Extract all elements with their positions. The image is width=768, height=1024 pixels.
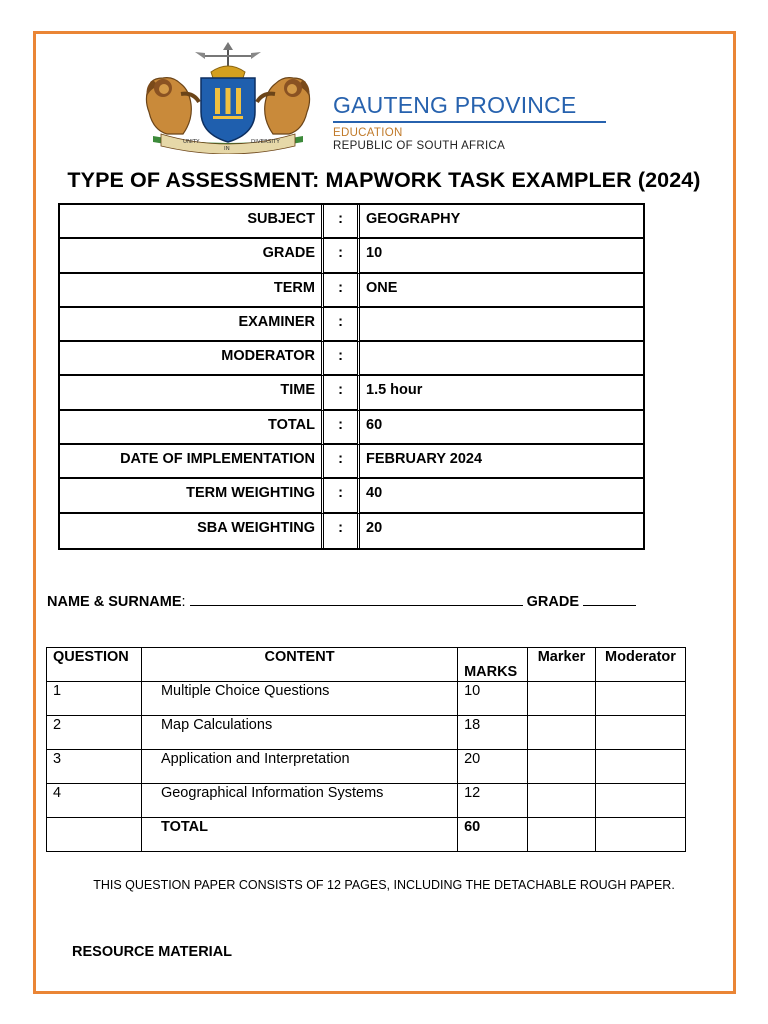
header-content: CONTENT (141, 648, 457, 682)
brand-country: REPUBLIC OF SOUTH AFRICA (333, 140, 506, 152)
question-content: Geographical Information Systems (141, 784, 457, 818)
info-value: FEBRUARY 2024 (360, 445, 643, 479)
info-value: 1.5 hour (360, 376, 643, 410)
info-row-subject (60, 205, 643, 239)
question-number: 2 (47, 716, 142, 750)
total-row (47, 818, 686, 852)
moderator-cell[interactable] (595, 784, 685, 818)
grade-blank[interactable] (583, 594, 636, 606)
table-row (47, 784, 686, 818)
info-row-date (60, 445, 643, 479)
question-content: Application and Interpretation (141, 750, 457, 784)
info-row-moderator (60, 342, 643, 376)
info-colon: : (324, 445, 360, 479)
info-value: 60 (360, 411, 643, 445)
info-label: TOTAL (60, 411, 324, 445)
assessment-info-table (58, 203, 645, 550)
info-value (360, 342, 643, 376)
info-colon: : (324, 274, 360, 308)
moderator-cell[interactable] (595, 682, 685, 716)
marker-cell[interactable] (528, 750, 596, 784)
table-row (47, 750, 686, 784)
info-row-total (60, 411, 643, 445)
moderator-cell[interactable] (595, 716, 685, 750)
assessment-title: TYPE OF ASSESSMENT: MAPWORK TASK EXAMPLER (2024) (67, 168, 701, 192)
header-question: QUESTION (47, 648, 142, 682)
question-number: 1 (47, 682, 142, 716)
info-row-term-weighting (60, 479, 643, 513)
motto-word-in: IN (224, 146, 230, 152)
grade-label: GRADE (526, 594, 579, 610)
motto-word-diversity: DIVERSITY (251, 139, 280, 145)
info-label: MODERATOR (60, 342, 324, 376)
table-row (47, 682, 686, 716)
table-row (47, 716, 686, 750)
info-value (360, 308, 643, 342)
info-colon: : (324, 376, 360, 410)
question-marks: 10 (458, 682, 528, 716)
info-value: GEOGRAPHY (360, 205, 643, 239)
info-colon: : (324, 308, 360, 342)
info-label: TIME (60, 376, 324, 410)
pages-note-text: THIS QUESTION PAPER CONSISTS OF 12 PAGES, INCLUDING THE DETACHABLE ROUGH PAPER. (93, 878, 675, 892)
info-colon: : (324, 411, 360, 445)
brand-name: GAUTENG PROVINCE (333, 92, 577, 118)
question-content: Map Calculations (141, 716, 457, 750)
marks-table (46, 647, 686, 852)
header-marks: MARKS (458, 648, 528, 682)
total-marks: 60 (458, 818, 528, 852)
resource-heading: RESOURCE MATERIAL (72, 944, 233, 960)
name-label: NAME & SURNAME (47, 594, 182, 610)
header-moderator: Moderator (595, 648, 685, 682)
brand-department: EDUCATION (333, 127, 403, 139)
info-row-term (60, 274, 643, 308)
info-value: 10 (360, 239, 643, 273)
name-colon: : (181, 594, 186, 610)
marker-cell[interactable] (528, 682, 596, 716)
brand-rule (333, 121, 606, 123)
info-row-sba-weighting (60, 514, 643, 548)
info-colon: : (324, 239, 360, 273)
info-label: TERM WEIGHTING (60, 479, 324, 513)
name-grade-line (47, 594, 636, 610)
moderator-cell[interactable] (595, 750, 685, 784)
marks-header-row (47, 648, 686, 682)
info-label: DATE OF IMPLEMENTATION (60, 445, 324, 479)
info-label: SUBJECT (60, 205, 324, 239)
moderator-total-cell[interactable] (595, 818, 685, 852)
info-colon: : (324, 342, 360, 376)
info-colon: : (324, 479, 360, 513)
info-value: 40 (360, 479, 643, 513)
info-value: 20 (366, 519, 383, 536)
info-label: EXAMINER (60, 308, 324, 342)
motto-word-unity: UNITY (183, 139, 200, 145)
question-number: 4 (47, 784, 142, 818)
coat-of-arms-logo (133, 42, 323, 154)
info-value: ONE (360, 274, 643, 308)
info-label: TERM (60, 274, 324, 308)
brand-block (333, 92, 606, 152)
marker-total-cell[interactable] (528, 818, 596, 852)
info-colon: : (324, 514, 360, 548)
question-number: 3 (47, 750, 142, 784)
info-label: SBA WEIGHTING (60, 514, 324, 548)
question-marks: 20 (458, 750, 528, 784)
total-label: TOTAL (141, 818, 457, 852)
question-marks: 12 (458, 784, 528, 818)
total-question-cell (47, 818, 142, 852)
info-colon: : (324, 205, 360, 239)
pages-note (0, 878, 768, 892)
info-row-grade (60, 239, 643, 273)
question-content: Multiple Choice Questions (141, 682, 457, 716)
question-marks: 18 (458, 716, 528, 750)
header-marker: Marker (528, 648, 596, 682)
marker-cell[interactable] (528, 784, 596, 818)
name-blank[interactable] (190, 594, 523, 606)
info-label: GRADE (60, 239, 324, 273)
info-row-examiner (60, 308, 643, 342)
info-row-time (60, 376, 643, 410)
marker-cell[interactable] (528, 716, 596, 750)
